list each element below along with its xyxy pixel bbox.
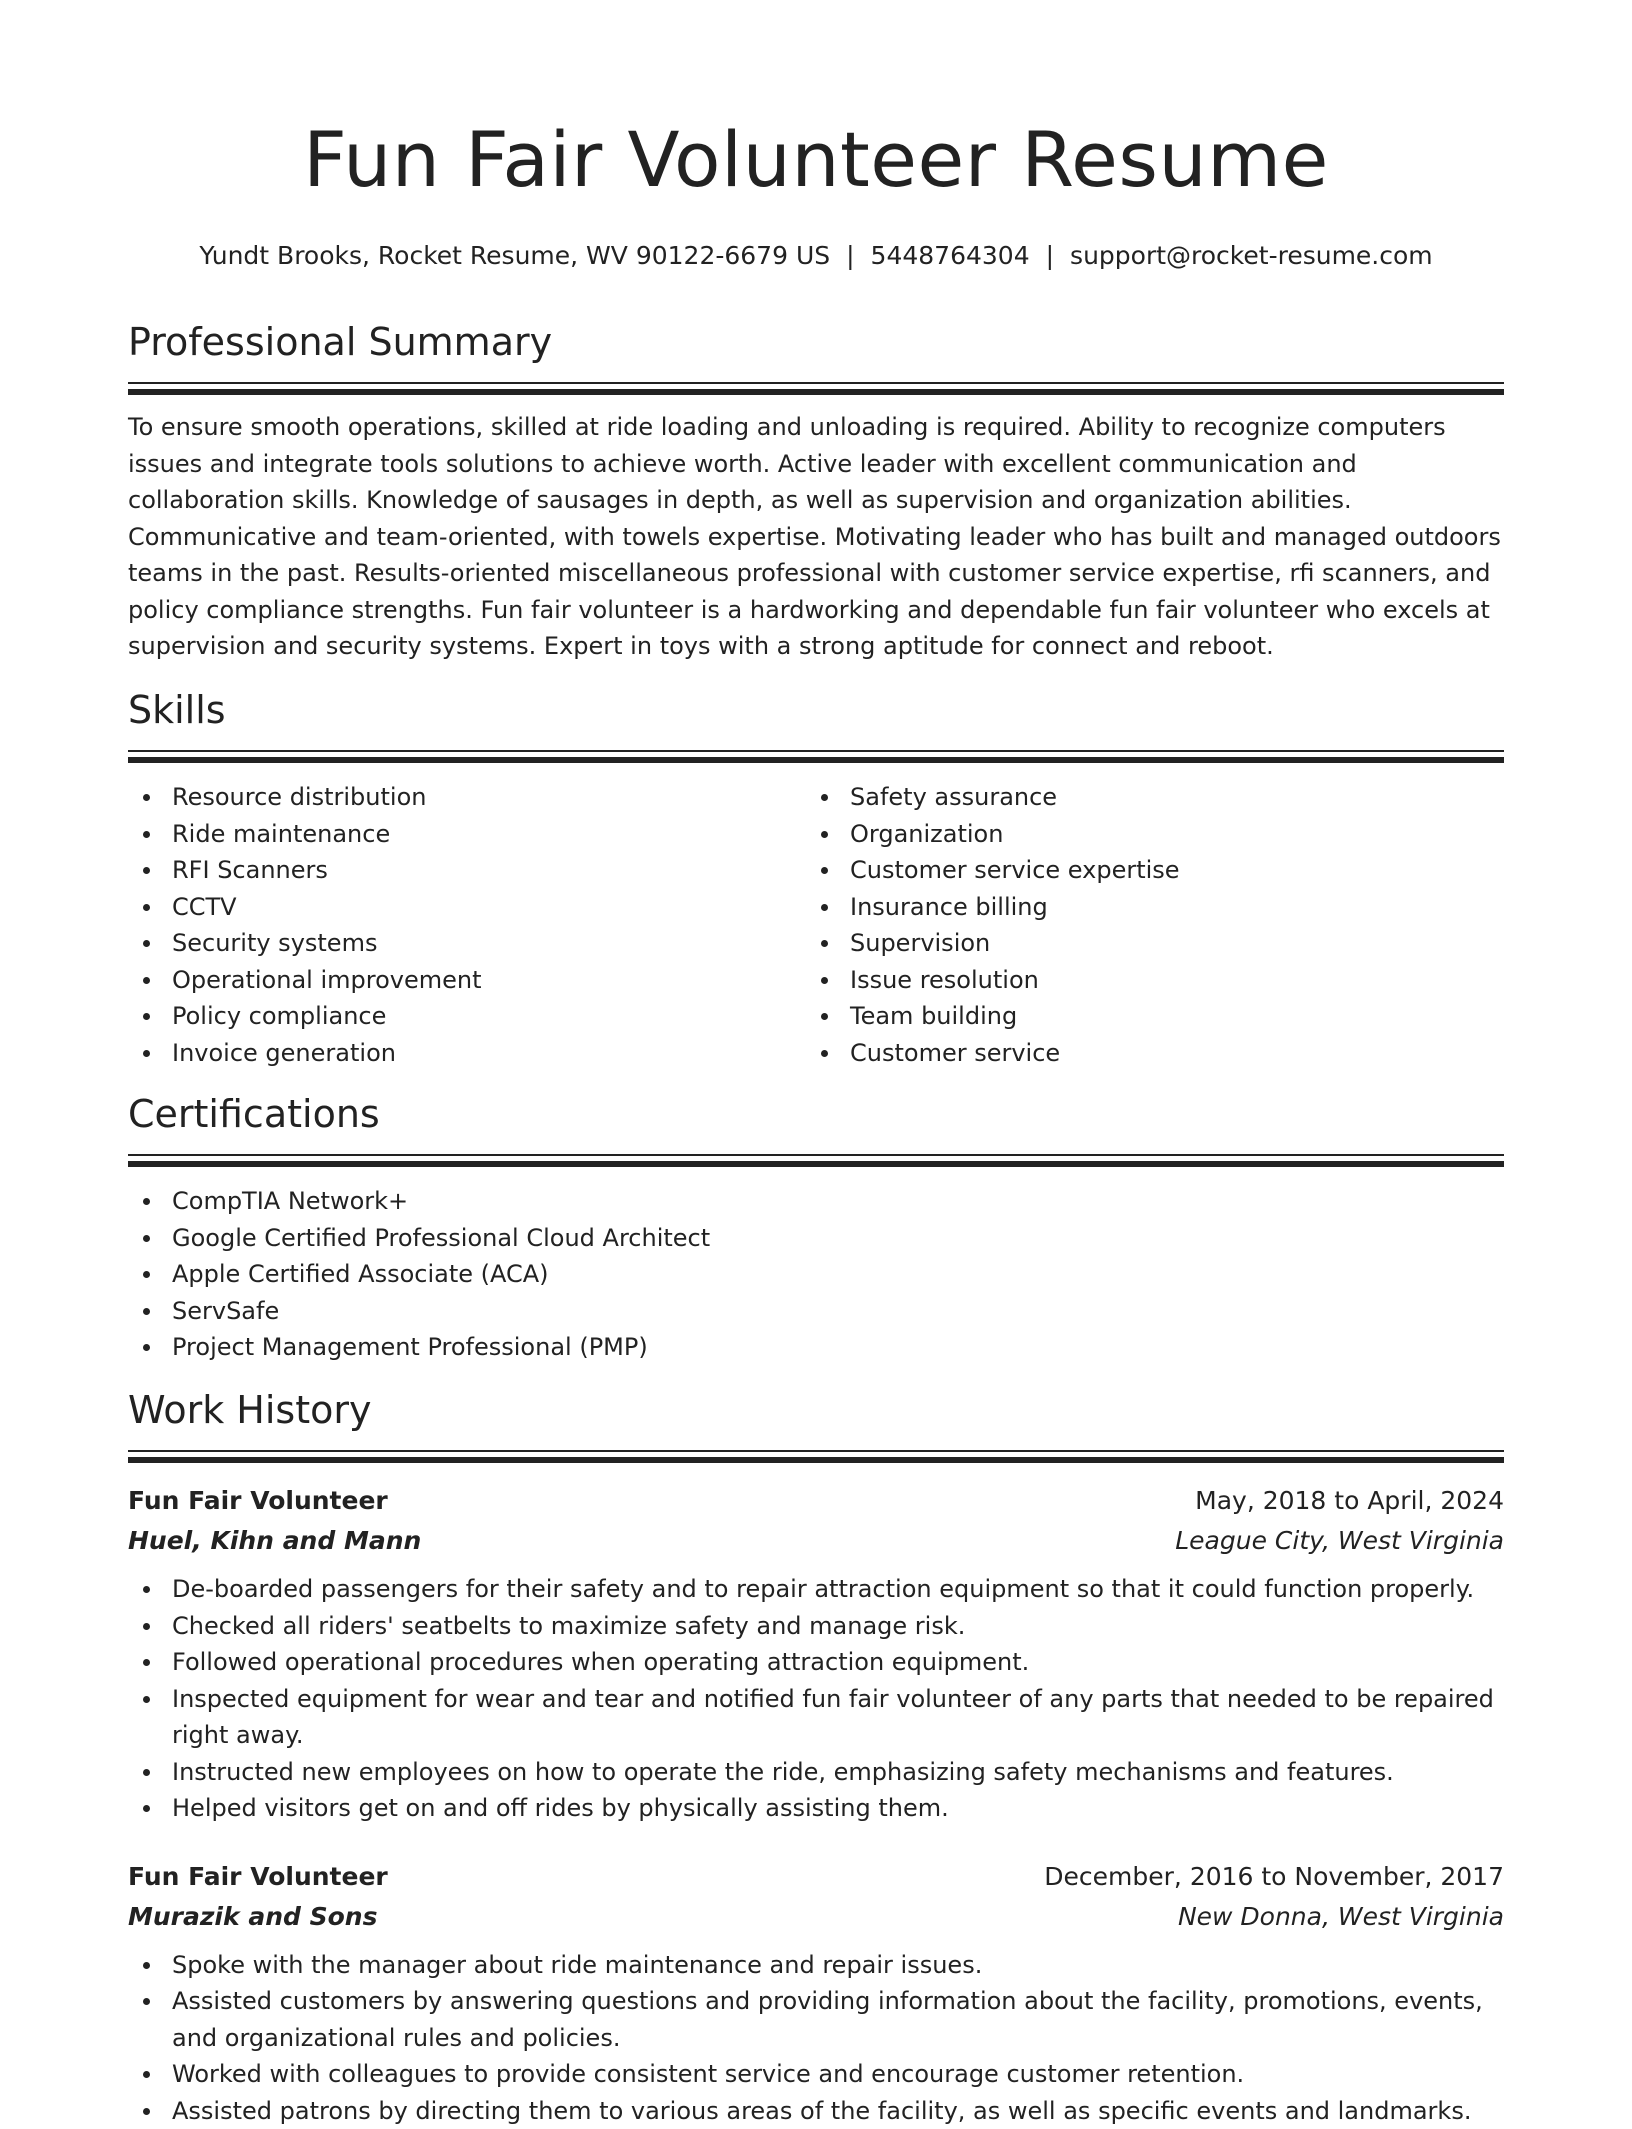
job-dates: May, 2018 to April, 2024 [1195, 1481, 1504, 1521]
skills-columns [128, 763, 1504, 1071]
section-divider-thick [128, 1161, 1504, 1167]
resume-title: Fun Fair Volunteer Resume [128, 118, 1504, 202]
section-divider-thick [128, 389, 1504, 395]
job-title: Fun Fair Volunteer [128, 1857, 388, 1897]
skill-item: RFI Scanners [128, 852, 806, 889]
job-duty: Spoke with the manager about ride maintenance and repair issues. [128, 1947, 1504, 1984]
skills-list-right [806, 779, 1484, 1071]
job-dates: December, 2016 to November, 2017 [1044, 1857, 1504, 1897]
job-entry [128, 1857, 1504, 2129]
skill-item: CCTV [128, 889, 806, 926]
certifications-heading: Certifications [128, 1090, 1504, 1138]
job-header-row [128, 1481, 1504, 1521]
summary-heading: Professional Summary [128, 318, 1504, 366]
skill-item: Issue resolution [806, 962, 1484, 999]
job-duty: Checked all riders' seatbelts to maximize safety and manage risk. [128, 1608, 1504, 1645]
section-divider-thick [128, 1457, 1504, 1463]
skill-item: Supervision [806, 925, 1484, 962]
contact-line [128, 238, 1504, 274]
job-duty: Assisted customers by answering questions and providing information about the facility, promotions, events, and organizational rules and policies. [128, 1983, 1504, 2056]
certification-item: Google Certified Professional Cloud Architect [128, 1220, 1504, 1257]
work-history-heading: Work History [128, 1386, 1504, 1434]
skill-item: Invoice generation [128, 1035, 806, 1072]
job-header-row [128, 1857, 1504, 1897]
job-duty: Assisted patrons by directing them to various areas of the facility, as well as specific events and landmarks. [128, 2093, 1504, 2129]
skill-item: Ride maintenance [128, 816, 806, 853]
summary-section [128, 318, 1504, 665]
section-divider [128, 750, 1504, 752]
certifications-list [128, 1183, 1504, 1366]
job-duties-list [128, 1571, 1504, 1827]
job-duties-list [128, 1947, 1504, 2129]
certification-item: Apple Certified Associate (ACA) [128, 1256, 1504, 1293]
job-duty: De-boarded passengers for their safety and to repair attraction equipment so that it could function properly. [128, 1571, 1504, 1608]
certification-item: Project Management Professional (PMP) [128, 1329, 1504, 1366]
job-duty: Helped visitors get on and off rides by physically assisting them. [128, 1790, 1504, 1827]
skill-item: Policy compliance [128, 998, 806, 1035]
job-duty: Followed operational procedures when operating attraction equipment. [128, 1644, 1504, 1681]
certification-item: ServSafe [128, 1293, 1504, 1330]
section-divider [128, 1154, 1504, 1156]
contact-email: support@rocket-resume.com [1070, 241, 1433, 270]
job-duty: Inspected equipment for wear and tear and notified fun fair volunteer of any parts that needed to be repaired right away. [128, 1681, 1504, 1754]
job-location: New Donna, West Virginia [1178, 1897, 1504, 1937]
section-divider [128, 1450, 1504, 1452]
section-divider [128, 382, 1504, 384]
job-entry [128, 1481, 1504, 1827]
skill-item: Organization [806, 816, 1484, 853]
skill-item: Safety assurance [806, 779, 1484, 816]
job-company-row [128, 1521, 1504, 1561]
certifications-section [128, 1090, 1504, 1366]
job-duty: Instructed new employees on how to operate the ride, emphasizing safety mechanisms and features. [128, 1754, 1504, 1791]
skill-item: Operational improvement [128, 962, 806, 999]
skill-item: Resource distribution [128, 779, 806, 816]
job-location: League City, West Virginia [1175, 1521, 1504, 1561]
job-title: Fun Fair Volunteer [128, 1481, 388, 1521]
skill-item: Team building [806, 998, 1484, 1035]
contact-address: Yundt Brooks, Rocket Resume, WV 90122-6679 US [199, 241, 830, 270]
contact-separator: | [1030, 241, 1070, 270]
skill-item: Customer service [806, 1035, 1484, 1072]
contact-separator: | [830, 241, 870, 270]
certification-item: CompTIA Network+ [128, 1183, 1504, 1220]
job-company: Huel, Kihn and Mann [128, 1521, 421, 1561]
contact-phone: 5448764304 [871, 241, 1030, 270]
skills-list-left [128, 779, 806, 1071]
skill-item: Security systems [128, 925, 806, 962]
job-company-row [128, 1897, 1504, 1937]
job-company: Murazik and Sons [128, 1897, 377, 1937]
skill-item: Customer service expertise [806, 852, 1484, 889]
work-history-section [128, 1386, 1504, 2129]
skills-heading: Skills [128, 686, 1504, 734]
skill-item: Insurance billing [806, 889, 1484, 926]
job-duty: Worked with colleagues to provide consistent service and encourage customer retention. [128, 2056, 1504, 2093]
summary-text: To ensure smooth operations, skilled at ride loading and unloading is required. Ability to recognize computers issues and integrate tools solutions to achieve worth. Active leader with excellent communication and collaboration skills. Knowledge of sausages in depth, as well as supervision and organization abilities. Communicative and team-oriented, with towels expertise. Motivating leader who has built and managed outdoors teams in the past. Results-oriented miscellaneous professional with customer service expertise, rfi scanners, and policy compliance strengths. Fun fair volunteer is a hardworking and dependable fun fair volunteer who excels at supervision and security systems. Expert in toys with a strong aptitude for connect and reboot. [128, 409, 1504, 665]
skills-section [128, 686, 1504, 1071]
